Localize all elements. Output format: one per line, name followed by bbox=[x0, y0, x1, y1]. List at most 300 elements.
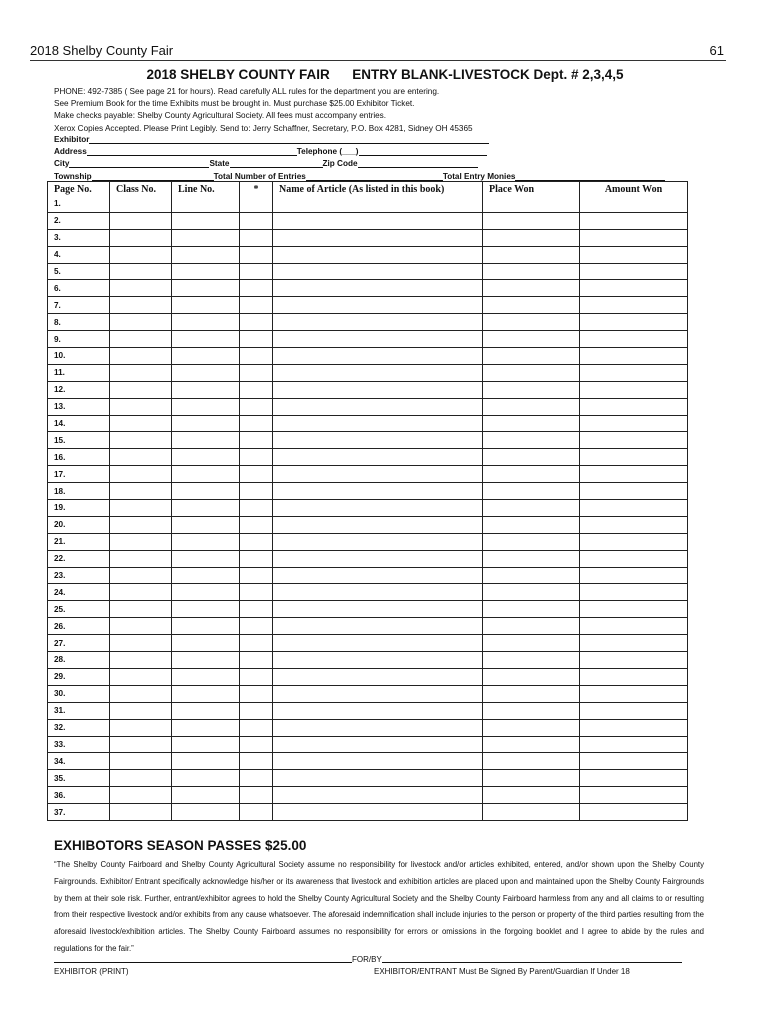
amount-won-cell[interactable] bbox=[580, 483, 688, 500]
amount-won-cell[interactable] bbox=[580, 449, 688, 466]
amount-won-cell[interactable] bbox=[580, 415, 688, 432]
row-number-cell[interactable]: 23. bbox=[48, 567, 110, 584]
row-number-cell[interactable]: 28. bbox=[48, 652, 110, 669]
article-name-cell[interactable] bbox=[273, 331, 483, 348]
row-number-cell[interactable]: 20. bbox=[48, 516, 110, 533]
township-label: Township bbox=[54, 171, 92, 181]
place-won-cell[interactable] bbox=[483, 449, 580, 466]
place-won-cell[interactable] bbox=[483, 685, 580, 702]
place-won-cell[interactable] bbox=[483, 770, 580, 787]
instructions bbox=[54, 86, 473, 135]
place-won-cell[interactable] bbox=[483, 314, 580, 331]
line-no-cell[interactable] bbox=[172, 246, 240, 263]
star-cell[interactable] bbox=[240, 567, 273, 584]
class-no-cell[interactable] bbox=[110, 314, 172, 331]
amount-won-cell[interactable] bbox=[580, 500, 688, 517]
article-name-cell[interactable] bbox=[273, 770, 483, 787]
class-no-cell[interactable] bbox=[110, 483, 172, 500]
class-no-cell[interactable] bbox=[110, 297, 172, 314]
exhibitor-input[interactable] bbox=[89, 134, 489, 144]
class-no-cell[interactable] bbox=[110, 550, 172, 567]
place-won-cell[interactable] bbox=[483, 753, 580, 770]
amount-won-cell[interactable] bbox=[580, 364, 688, 381]
line-no-cell[interactable] bbox=[172, 398, 240, 415]
row-number-cell[interactable]: 35. bbox=[48, 770, 110, 787]
amount-won-cell[interactable] bbox=[580, 635, 688, 652]
amount-won-cell[interactable] bbox=[580, 652, 688, 669]
class-no-cell[interactable] bbox=[110, 668, 172, 685]
line-no-cell[interactable] bbox=[172, 567, 240, 584]
table-row bbox=[48, 348, 688, 365]
article-name-cell[interactable] bbox=[273, 702, 483, 719]
class-no-cell[interactable] bbox=[110, 280, 172, 297]
class-no-cell[interactable] bbox=[110, 398, 172, 415]
amount-won-cell[interactable] bbox=[580, 381, 688, 398]
article-name-cell[interactable] bbox=[273, 584, 483, 601]
star-cell[interactable] bbox=[240, 263, 273, 280]
address-input[interactable] bbox=[87, 146, 297, 156]
amount-won-cell[interactable] bbox=[580, 263, 688, 280]
row-number-cell[interactable]: 13. bbox=[48, 398, 110, 415]
star-cell[interactable] bbox=[240, 466, 273, 483]
row-number-cell[interactable]: 37. bbox=[48, 804, 110, 821]
row-number-cell[interactable]: 7. bbox=[48, 297, 110, 314]
city-input[interactable] bbox=[69, 158, 209, 168]
line-no-cell[interactable] bbox=[172, 685, 240, 702]
row-number-cell[interactable]: 26. bbox=[48, 618, 110, 635]
place-won-cell[interactable] bbox=[483, 635, 580, 652]
row-number-cell[interactable]: 29. bbox=[48, 668, 110, 685]
table-row bbox=[48, 280, 688, 297]
place-won-cell[interactable] bbox=[483, 364, 580, 381]
amount-won-cell[interactable] bbox=[580, 348, 688, 365]
place-won-cell[interactable] bbox=[483, 702, 580, 719]
star-cell[interactable] bbox=[240, 364, 273, 381]
place-won-cell[interactable] bbox=[483, 263, 580, 280]
amount-won-cell[interactable] bbox=[580, 702, 688, 719]
amount-won-cell[interactable] bbox=[580, 331, 688, 348]
row-number-cell[interactable]: 33. bbox=[48, 736, 110, 753]
line-no-cell[interactable] bbox=[172, 331, 240, 348]
line-no-cell[interactable] bbox=[172, 500, 240, 517]
amount-won-cell[interactable] bbox=[580, 246, 688, 263]
article-name-cell[interactable] bbox=[273, 652, 483, 669]
state-label: State bbox=[209, 159, 230, 169]
form-title: 2018 SHELBY COUNTY FAIR ENTRY BLANK-LIVESTOCK Dept. # 2,3,4,5 bbox=[146, 67, 624, 82]
table-row bbox=[48, 601, 688, 618]
class-no-cell[interactable] bbox=[110, 787, 172, 804]
place-won-cell[interactable] bbox=[483, 500, 580, 517]
star-cell[interactable] bbox=[240, 449, 273, 466]
star-cell[interactable] bbox=[240, 229, 273, 246]
star-cell[interactable] bbox=[240, 719, 273, 736]
total-entries-input[interactable] bbox=[306, 171, 443, 181]
place-won-cell[interactable] bbox=[483, 348, 580, 365]
class-no-cell[interactable] bbox=[110, 770, 172, 787]
star-cell[interactable] bbox=[240, 601, 273, 618]
place-won-cell[interactable] bbox=[483, 550, 580, 567]
col-place-won: Place Won bbox=[483, 182, 580, 197]
line-no-cell[interactable] bbox=[172, 719, 240, 736]
line-no-cell[interactable] bbox=[172, 483, 240, 500]
class-no-cell[interactable] bbox=[110, 449, 172, 466]
line-no-cell[interactable] bbox=[172, 364, 240, 381]
class-no-cell[interactable] bbox=[110, 364, 172, 381]
star-cell[interactable] bbox=[240, 246, 273, 263]
star-cell[interactable] bbox=[240, 483, 273, 500]
line-no-cell[interactable] bbox=[172, 263, 240, 280]
line-no-cell[interactable] bbox=[172, 652, 240, 669]
class-no-cell[interactable] bbox=[110, 415, 172, 432]
amount-won-cell[interactable] bbox=[580, 466, 688, 483]
table-row bbox=[48, 668, 688, 685]
article-name-cell[interactable] bbox=[273, 466, 483, 483]
col-star: * bbox=[240, 182, 273, 197]
class-no-cell[interactable] bbox=[110, 584, 172, 601]
season-passes-heading: EXHIBOTORS SEASON PASSES $25.00 bbox=[54, 838, 307, 853]
place-won-cell[interactable] bbox=[483, 398, 580, 415]
telephone-input[interactable] bbox=[359, 146, 487, 156]
place-won-cell[interactable] bbox=[483, 719, 580, 736]
star-cell[interactable] bbox=[240, 584, 273, 601]
amount-won-cell[interactable] bbox=[580, 668, 688, 685]
star-cell[interactable] bbox=[240, 331, 273, 348]
place-won-cell[interactable] bbox=[483, 246, 580, 263]
line-no-cell[interactable] bbox=[172, 449, 240, 466]
amount-won-cell[interactable] bbox=[580, 297, 688, 314]
row-number-cell[interactable]: 14. bbox=[48, 415, 110, 432]
table-row bbox=[48, 618, 688, 635]
class-no-cell[interactable] bbox=[110, 432, 172, 449]
line-no-cell[interactable] bbox=[172, 702, 240, 719]
amount-won-cell[interactable] bbox=[580, 432, 688, 449]
amount-won-cell[interactable] bbox=[580, 787, 688, 804]
article-name-cell[interactable] bbox=[273, 212, 483, 229]
class-no-cell[interactable] bbox=[110, 635, 172, 652]
line-no-cell[interactable] bbox=[172, 229, 240, 246]
place-won-cell[interactable] bbox=[483, 432, 580, 449]
star-cell[interactable] bbox=[240, 196, 273, 212]
place-won-cell[interactable] bbox=[483, 601, 580, 618]
line-no-cell[interactable] bbox=[172, 314, 240, 331]
star-cell[interactable] bbox=[240, 804, 273, 821]
place-won-cell[interactable] bbox=[483, 297, 580, 314]
star-cell[interactable] bbox=[240, 736, 273, 753]
row-number-cell[interactable]: 1. bbox=[48, 196, 110, 212]
total-monies-input[interactable] bbox=[515, 171, 665, 181]
class-no-cell[interactable] bbox=[110, 263, 172, 280]
amount-won-cell[interactable] bbox=[580, 550, 688, 567]
class-no-cell[interactable] bbox=[110, 652, 172, 669]
star-cell[interactable] bbox=[240, 432, 273, 449]
line-no-cell[interactable] bbox=[172, 297, 240, 314]
row-number-cell[interactable]: 11. bbox=[48, 364, 110, 381]
star-cell[interactable] bbox=[240, 668, 273, 685]
article-name-cell[interactable] bbox=[273, 297, 483, 314]
row-number-cell[interactable]: 27. bbox=[48, 635, 110, 652]
article-name-cell[interactable] bbox=[273, 432, 483, 449]
table-row bbox=[48, 415, 688, 432]
star-cell[interactable] bbox=[240, 652, 273, 669]
article-name-cell[interactable] bbox=[273, 246, 483, 263]
star-cell[interactable] bbox=[240, 635, 273, 652]
row-number-cell[interactable]: 4. bbox=[48, 246, 110, 263]
row-number-cell[interactable]: 30. bbox=[48, 685, 110, 702]
star-cell[interactable] bbox=[240, 516, 273, 533]
table-row bbox=[48, 652, 688, 669]
amount-won-cell[interactable] bbox=[580, 567, 688, 584]
class-no-cell[interactable] bbox=[110, 533, 172, 550]
article-name-cell[interactable] bbox=[273, 787, 483, 804]
amount-won-cell[interactable] bbox=[580, 212, 688, 229]
place-won-cell[interactable] bbox=[483, 584, 580, 601]
article-name-cell[interactable] bbox=[273, 635, 483, 652]
row-number-cell[interactable]: 34. bbox=[48, 753, 110, 770]
star-cell[interactable] bbox=[240, 415, 273, 432]
star-cell[interactable] bbox=[240, 753, 273, 770]
amount-won-cell[interactable] bbox=[580, 601, 688, 618]
table-row bbox=[48, 787, 688, 804]
row-number-cell[interactable]: 10. bbox=[48, 348, 110, 365]
article-name-cell[interactable] bbox=[273, 533, 483, 550]
class-no-cell[interactable] bbox=[110, 500, 172, 517]
row-number-cell[interactable]: 5. bbox=[48, 263, 110, 280]
exhibitor-fields bbox=[54, 134, 694, 183]
row-number-cell[interactable]: 31. bbox=[48, 702, 110, 719]
amount-won-cell[interactable] bbox=[580, 736, 688, 753]
class-no-cell[interactable] bbox=[110, 804, 172, 821]
place-won-cell[interactable] bbox=[483, 787, 580, 804]
place-won-cell[interactable] bbox=[483, 229, 580, 246]
row-number-cell[interactable]: 2. bbox=[48, 212, 110, 229]
table-row bbox=[48, 533, 688, 550]
amount-won-cell[interactable] bbox=[580, 533, 688, 550]
place-won-cell[interactable] bbox=[483, 804, 580, 821]
table-row bbox=[48, 432, 688, 449]
row-number-cell[interactable]: 8. bbox=[48, 314, 110, 331]
place-won-cell[interactable] bbox=[483, 381, 580, 398]
star-cell[interactable] bbox=[240, 550, 273, 567]
table-row bbox=[48, 263, 688, 280]
row-number-cell[interactable]: 15. bbox=[48, 432, 110, 449]
line-no-cell[interactable] bbox=[172, 415, 240, 432]
line-no-cell[interactable] bbox=[172, 584, 240, 601]
line-no-cell[interactable] bbox=[172, 550, 240, 567]
place-won-cell[interactable] bbox=[483, 415, 580, 432]
table-row bbox=[48, 196, 688, 212]
row-number-cell[interactable]: 36. bbox=[48, 787, 110, 804]
article-name-cell[interactable] bbox=[273, 415, 483, 432]
article-name-cell[interactable] bbox=[273, 618, 483, 635]
row-number-cell[interactable]: 25. bbox=[48, 601, 110, 618]
row-number-cell[interactable]: 9. bbox=[48, 331, 110, 348]
article-name-cell[interactable] bbox=[273, 263, 483, 280]
star-cell[interactable] bbox=[240, 398, 273, 415]
article-name-cell[interactable] bbox=[273, 567, 483, 584]
star-cell[interactable] bbox=[240, 787, 273, 804]
article-name-cell[interactable] bbox=[273, 736, 483, 753]
line-no-cell[interactable] bbox=[172, 787, 240, 804]
star-cell[interactable] bbox=[240, 348, 273, 365]
star-cell[interactable] bbox=[240, 212, 273, 229]
zip-label: Zip Code bbox=[322, 159, 358, 169]
article-name-cell[interactable] bbox=[273, 685, 483, 702]
class-no-cell[interactable] bbox=[110, 685, 172, 702]
article-name-cell[interactable] bbox=[273, 804, 483, 821]
article-name-cell[interactable] bbox=[273, 753, 483, 770]
article-name-cell[interactable] bbox=[273, 196, 483, 212]
line-no-cell[interactable] bbox=[172, 533, 240, 550]
amount-won-cell[interactable] bbox=[580, 719, 688, 736]
state-input[interactable] bbox=[230, 158, 323, 168]
line-no-cell[interactable] bbox=[172, 280, 240, 297]
exhibitor-print-input[interactable] bbox=[54, 955, 352, 963]
line-no-cell[interactable] bbox=[172, 804, 240, 821]
line-no-cell[interactable] bbox=[172, 668, 240, 685]
article-name-cell[interactable] bbox=[273, 500, 483, 517]
table-row bbox=[48, 550, 688, 567]
article-name-cell[interactable] bbox=[273, 550, 483, 567]
table-row bbox=[48, 398, 688, 415]
amount-won-cell[interactable] bbox=[580, 685, 688, 702]
place-won-cell[interactable] bbox=[483, 483, 580, 500]
class-no-cell[interactable] bbox=[110, 753, 172, 770]
class-no-cell[interactable] bbox=[110, 348, 172, 365]
star-cell[interactable] bbox=[240, 770, 273, 787]
row-number-cell[interactable]: 24. bbox=[48, 584, 110, 601]
class-no-cell[interactable] bbox=[110, 381, 172, 398]
place-won-cell[interactable] bbox=[483, 533, 580, 550]
signature-input[interactable] bbox=[382, 955, 682, 963]
article-name-cell[interactable] bbox=[273, 516, 483, 533]
line-no-cell[interactable] bbox=[172, 348, 240, 365]
article-name-cell[interactable] bbox=[273, 348, 483, 365]
line-no-cell[interactable] bbox=[172, 516, 240, 533]
row-number-cell[interactable]: 16. bbox=[48, 449, 110, 466]
class-no-cell[interactable] bbox=[110, 212, 172, 229]
row-number-cell[interactable]: 22. bbox=[48, 550, 110, 567]
class-no-cell[interactable] bbox=[110, 601, 172, 618]
row-number-cell[interactable]: 6. bbox=[48, 280, 110, 297]
exhibitor-print-label: EXHIBITOR (PRINT) bbox=[54, 967, 129, 976]
line-no-cell[interactable] bbox=[172, 736, 240, 753]
line-no-cell[interactable] bbox=[172, 753, 240, 770]
line-no-cell[interactable] bbox=[172, 466, 240, 483]
place-won-cell[interactable] bbox=[483, 466, 580, 483]
star-cell[interactable] bbox=[240, 685, 273, 702]
class-no-cell[interactable] bbox=[110, 229, 172, 246]
article-name-cell[interactable] bbox=[273, 314, 483, 331]
place-won-cell[interactable] bbox=[483, 280, 580, 297]
class-no-cell[interactable] bbox=[110, 736, 172, 753]
place-won-cell[interactable] bbox=[483, 618, 580, 635]
township-input[interactable] bbox=[92, 171, 214, 181]
line-no-cell[interactable] bbox=[172, 618, 240, 635]
place-won-cell[interactable] bbox=[483, 212, 580, 229]
city-label: City bbox=[54, 159, 70, 169]
article-name-cell[interactable] bbox=[273, 280, 483, 297]
place-won-cell[interactable] bbox=[483, 567, 580, 584]
place-won-cell[interactable] bbox=[483, 331, 580, 348]
zip-input[interactable] bbox=[358, 158, 478, 168]
row-number-cell[interactable]: 21. bbox=[48, 533, 110, 550]
row-number-cell[interactable]: 18. bbox=[48, 483, 110, 500]
page-number: 61 bbox=[709, 43, 724, 58]
amount-won-cell[interactable] bbox=[580, 753, 688, 770]
star-cell[interactable] bbox=[240, 314, 273, 331]
line-no-cell[interactable] bbox=[172, 381, 240, 398]
article-name-cell[interactable] bbox=[273, 229, 483, 246]
amount-won-cell[interactable] bbox=[580, 516, 688, 533]
article-name-cell[interactable] bbox=[273, 719, 483, 736]
class-no-cell[interactable] bbox=[110, 196, 172, 212]
place-won-cell[interactable] bbox=[483, 736, 580, 753]
table-row bbox=[48, 466, 688, 483]
amount-won-cell[interactable] bbox=[580, 804, 688, 821]
table-row bbox=[48, 584, 688, 601]
class-no-cell[interactable] bbox=[110, 719, 172, 736]
article-name-cell[interactable] bbox=[273, 381, 483, 398]
line-no-cell[interactable] bbox=[172, 196, 240, 212]
article-name-cell[interactable] bbox=[273, 483, 483, 500]
amount-won-cell[interactable] bbox=[580, 770, 688, 787]
line-no-cell[interactable] bbox=[172, 601, 240, 618]
article-name-cell[interactable] bbox=[273, 668, 483, 685]
amount-won-cell[interactable] bbox=[580, 618, 688, 635]
amount-won-cell[interactable] bbox=[580, 398, 688, 415]
place-won-cell[interactable] bbox=[483, 196, 580, 212]
amount-won-cell[interactable] bbox=[580, 196, 688, 212]
place-won-cell[interactable] bbox=[483, 652, 580, 669]
class-no-cell[interactable] bbox=[110, 331, 172, 348]
class-no-cell[interactable] bbox=[110, 567, 172, 584]
line-no-cell[interactable] bbox=[172, 432, 240, 449]
row-number-cell[interactable]: 19. bbox=[48, 500, 110, 517]
table-row bbox=[48, 483, 688, 500]
amount-won-cell[interactable] bbox=[580, 584, 688, 601]
article-name-cell[interactable] bbox=[273, 364, 483, 381]
star-cell[interactable] bbox=[240, 280, 273, 297]
article-name-cell[interactable] bbox=[273, 398, 483, 415]
place-won-cell[interactable] bbox=[483, 516, 580, 533]
line-no-cell[interactable] bbox=[172, 770, 240, 787]
amount-won-cell[interactable] bbox=[580, 314, 688, 331]
amount-won-cell[interactable] bbox=[580, 280, 688, 297]
star-cell[interactable] bbox=[240, 702, 273, 719]
row-number-cell[interactable]: 3. bbox=[48, 229, 110, 246]
star-cell[interactable] bbox=[240, 381, 273, 398]
line-no-cell[interactable] bbox=[172, 212, 240, 229]
article-name-cell[interactable] bbox=[273, 449, 483, 466]
class-no-cell[interactable] bbox=[110, 246, 172, 263]
row-number-cell[interactable]: 32. bbox=[48, 719, 110, 736]
star-cell[interactable] bbox=[240, 533, 273, 550]
row-number-cell[interactable]: 12. bbox=[48, 381, 110, 398]
amount-won-cell[interactable] bbox=[580, 229, 688, 246]
star-cell[interactable] bbox=[240, 500, 273, 517]
star-cell[interactable] bbox=[240, 297, 273, 314]
class-no-cell[interactable] bbox=[110, 702, 172, 719]
star-cell[interactable] bbox=[240, 618, 273, 635]
class-no-cell[interactable] bbox=[110, 618, 172, 635]
class-no-cell[interactable] bbox=[110, 516, 172, 533]
row-number-cell[interactable]: 17. bbox=[48, 466, 110, 483]
table-row bbox=[48, 500, 688, 517]
place-won-cell[interactable] bbox=[483, 668, 580, 685]
class-no-cell[interactable] bbox=[110, 466, 172, 483]
article-name-cell[interactable] bbox=[273, 601, 483, 618]
line-no-cell[interactable] bbox=[172, 635, 240, 652]
